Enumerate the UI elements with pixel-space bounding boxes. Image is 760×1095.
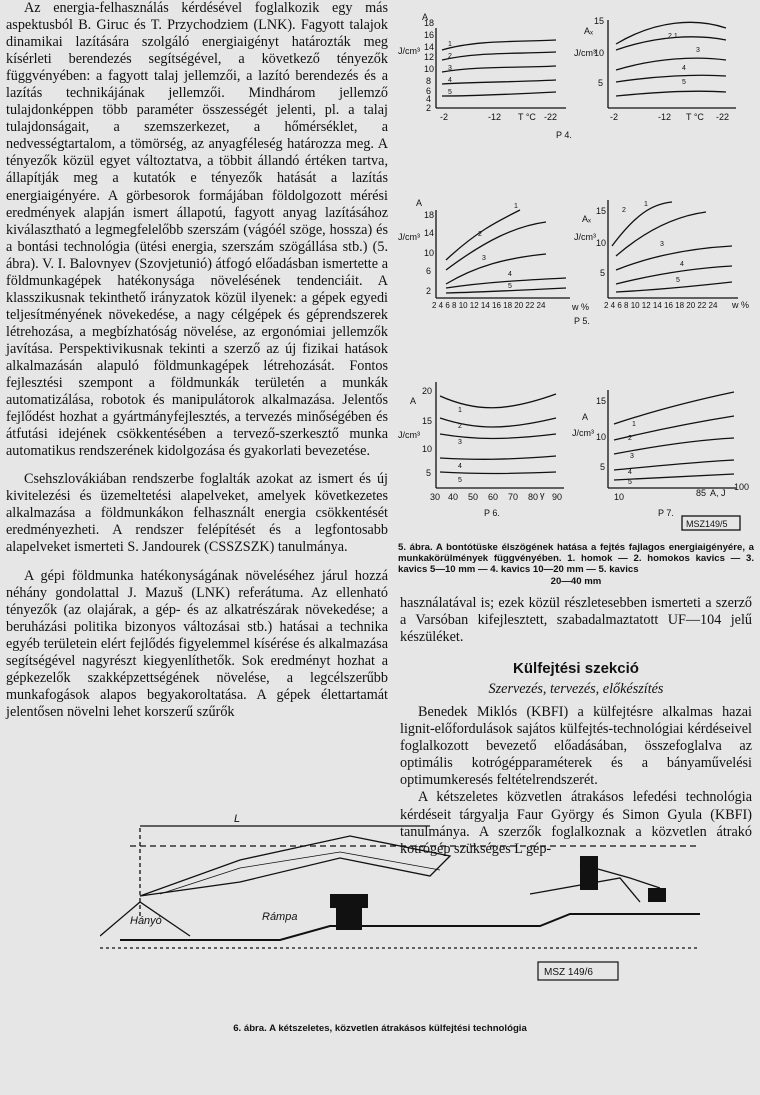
- svg-text:2.1: 2.1: [668, 33, 678, 40]
- paragraph-benedek: Benedek Miklós (KBFI) a külfejtésre alkalmas hazai lignit-előfordulások sajátos külfejtés-technológiai kérdéseivel foglalkozott bevezető előadásában, összefoglalva az optimális kotrógépparaméterek és a bányaművelési optimumkeresés feltételrendszerét.: [400, 704, 752, 789]
- p4-left-ytick: 12: [424, 52, 435, 62]
- p7-ytick: 5: [600, 462, 606, 472]
- p6-xtick: 30: [430, 492, 441, 502]
- p4-left-xtick: -12: [488, 112, 502, 122]
- p5-right-ytick: 15: [596, 206, 607, 216]
- p6-xtick: 90: [552, 492, 563, 502]
- p4-left-curve-5: [442, 92, 556, 96]
- p5-left-axes: [436, 210, 570, 298]
- paragraph-czechoslovakia: Csehszlovákiában rendszerbe foglalták azokat az ismert és új kivitelezési és üzemeltetési alapelveket, amelyek következetes alkalmazása a földmunkákon felhasznált energia csökkentését eredményezheti. A rendszer felépítését és a legfontosabb alapelveket ismerteti S. Jandourek (CSSZSZK) tanulmánya.: [6, 471, 388, 556]
- subsection-title: Szervezés, tervezés, előkészítés: [488, 681, 664, 698]
- p7-ylabel: A: [582, 412, 589, 422]
- bench-profile: [120, 914, 700, 940]
- p5-left-ytick: 18: [424, 210, 435, 220]
- p6-xtick: 50: [468, 492, 479, 502]
- p5-left-curve-5: [446, 288, 566, 293]
- label-hanyo: Hányó: [130, 915, 162, 927]
- p5-right-curve-5: [616, 282, 732, 292]
- p4-left-ytick: 6: [426, 86, 432, 96]
- svg-text:3: 3: [448, 65, 452, 72]
- p4-right-xtick: -2: [610, 112, 619, 122]
- p5-right-yunit: J/cm³: [574, 232, 596, 242]
- figure-6-diagram: [100, 798, 755, 1023]
- svg-text:4: 4: [628, 469, 632, 476]
- svg-text:5: 5: [676, 277, 680, 284]
- p5-right-ytick: 10: [596, 238, 607, 248]
- p6-xtick: 70: [508, 492, 519, 502]
- figure-5-caption-line: 5. ábra. A bontótüske élszögének hatása a fejtés fajlagos energiaigényére, a munkakörülmények függvényében. 1. homok — 2. homokos kavics — 3. kavics 5—10 mm — 4. kavics 10—20 mm — 5. kavics: [398, 542, 754, 576]
- paragraph-continuation: használatával is; ezek közül részletesebben ismerteti a szerző a Varsóban kifejlesztett, szabadalmaztatott UF—104 jelű készüléket.: [400, 595, 752, 646]
- p4-right-ytick: 15: [594, 16, 605, 26]
- bridge-tower: [336, 908, 362, 930]
- p5-left-ylabel: A: [416, 198, 423, 208]
- p5-right-curve-4: [616, 266, 732, 284]
- p4-right-xtick: -22: [716, 112, 730, 122]
- p4-left-xtick: -22: [544, 112, 558, 122]
- p4-right-xtick: -12: [658, 112, 672, 122]
- p4-left-ytick: 16: [424, 30, 435, 40]
- svg-text:4: 4: [680, 261, 684, 268]
- p6-curve-5: [440, 472, 556, 474]
- svg-text:2: 2: [458, 423, 462, 430]
- p6-xtick: 40: [448, 492, 459, 502]
- p5-right-curve-3: [616, 246, 732, 270]
- p4-left-yunit: J/cm³: [398, 46, 420, 56]
- p7-curve-3: [614, 438, 734, 454]
- p5-right-ytick: 5: [600, 268, 606, 278]
- overburden-conveyor-bridge: [140, 836, 450, 896]
- section-title: Külfejtési szekció: [513, 660, 639, 678]
- excavator-body: [580, 856, 598, 890]
- p4-right-curve-3: [616, 58, 726, 70]
- p5-left-ytick: 2: [426, 286, 432, 296]
- p6-ytick: 15: [422, 416, 433, 426]
- p4-left-ytick: 10: [424, 64, 435, 74]
- p7-xmax: 100: [734, 482, 750, 492]
- p5-left-yunit: J/cm³: [398, 232, 420, 242]
- p4-left-ytick: 18: [424, 18, 435, 28]
- p4-left-curve-1: [442, 40, 556, 50]
- p6-xtick: 60: [488, 492, 499, 502]
- svg-text:2: 2: [478, 231, 482, 238]
- p5-left-ytick: 14: [424, 228, 435, 238]
- svg-text:1: 1: [448, 41, 452, 48]
- svg-text:2: 2: [628, 435, 632, 442]
- p6-ytick: 20: [422, 386, 433, 396]
- p5-left-curve-1: [446, 210, 520, 260]
- p5-right-xunit: w %: [732, 300, 750, 310]
- p7-xtick: 85: [696, 488, 707, 498]
- svg-text:5: 5: [682, 79, 686, 86]
- p4-right-yunit: J/cm³: [574, 48, 596, 58]
- excavator-bucket: [648, 888, 666, 902]
- p6-curve-3: [440, 434, 556, 439]
- p7-xtick: 10: [614, 492, 625, 502]
- p7-curve-2: [614, 416, 734, 440]
- paragraph-mazus: A gépi földmunka hatékonyságának növeléséhez járul hozzá néhány gondolattal J. Mazuš (LNK) referátuma. Az ellenható tényezők (az olajárak, a gép- és az alkatrészárak növekedése; a beruházási politika bizonyos változásai stb.) hatásai a technika egyéb területein elért fejlődés figyelemmel kísérése és alkalmazása segítségével nagyrészt kiegyenlíthetők. Sok eredményt hozhat a gépkezelők szakképzettségének növelése, a legcélszerűbb munkafogások alapos begyakoroltatása. A gépek élettartamát jelentősen növelni lehet korszerű szűrők: [6, 567, 388, 720]
- panel-label-p7: P 7.: [658, 508, 674, 518]
- svg-text:1: 1: [514, 203, 518, 210]
- figure-6-svg: [100, 798, 755, 1023]
- svg-text:4: 4: [508, 271, 512, 278]
- p7-xunit: A, J: [710, 488, 726, 498]
- svg-text:4: 4: [448, 77, 452, 84]
- panel-label-p6: P 6.: [484, 508, 500, 518]
- label-L: L: [234, 813, 241, 825]
- p7-curve-5: [614, 474, 734, 480]
- p5-left-curve-4: [446, 278, 566, 288]
- p4-left-xtick: -2: [440, 112, 449, 122]
- svg-text:3: 3: [660, 241, 664, 248]
- svg-text:3: 3: [482, 255, 486, 262]
- p5-right-ylabel: Aₓ: [582, 214, 591, 224]
- p7-ytick: 10: [596, 432, 607, 442]
- figure-6-stamp: MSZ 149/6: [544, 967, 593, 978]
- p6-ytick: 10: [422, 444, 433, 454]
- svg-text:5: 5: [448, 89, 452, 96]
- paragraph-faur: A kétszeletes közvetlen átrakásos lefedési technológia kérdéseit tárgyalja Faur György és Simon Gyula (KBFI) tanulmánya. A szerzők foglalkoznak a közvetlen átrakó kotrógép szükséges L gép-: [400, 789, 752, 857]
- label-rampa: Rámpa: [262, 911, 298, 923]
- p6-ylabel: A: [410, 396, 417, 406]
- p4-right-curve-4: [616, 75, 726, 82]
- p6-ytick: 5: [426, 468, 432, 478]
- p4-right-xunit: T °C: [686, 112, 704, 122]
- figure-5-charts: [396, 0, 756, 545]
- p5-left-ytick: 10: [424, 248, 435, 258]
- svg-text:1: 1: [458, 407, 462, 414]
- p6-curve-1: [440, 394, 556, 408]
- figure-6-caption: 6. ábra. A kétszeletes, közvetlen átrakásos külfejtési technológia: [233, 1023, 527, 1034]
- p6-yunit: J/cm³: [398, 430, 420, 440]
- bridge-tower-top: [330, 894, 368, 908]
- p4-left-curve-2: [442, 52, 556, 60]
- p7-yunit: J/cm³: [572, 428, 594, 438]
- p7-ytick: 15: [596, 396, 607, 406]
- p4-right-curve-5: [616, 91, 726, 96]
- p4-right-ytick: 5: [598, 78, 604, 88]
- p4-left-ytick: 14: [424, 42, 435, 52]
- svg-text:4: 4: [458, 463, 462, 470]
- svg-text:3: 3: [458, 439, 462, 446]
- svg-text:2: 2: [622, 207, 626, 214]
- p5-left-xunit: w %: [572, 302, 590, 312]
- p4-left-xunit: T °C: [518, 112, 536, 122]
- p4-left-ylabel: A: [422, 12, 429, 22]
- p6-xtick: 80: [528, 492, 539, 502]
- p6-xunit: γ: [540, 490, 545, 500]
- p5-left-xticks: 2 4 6 8 10 12 14 16 18 20 22 24: [432, 301, 546, 310]
- panel-label-p4: P 4.: [556, 130, 572, 140]
- p4-right-ylabel: Aₓ: [584, 26, 593, 36]
- paragraph-energy: Az energia-felhasználás kérdésével foglalkozik egy más aspektusból B. Giruc és T. Przychodziem (LNK). Fagyott talajok dinamikai lazítására szolgáló energiaigényt határozták meg kísérleti berendezés segítségével, a következő tényezők függvényében: a fagyott talaj jellemzői, a lazító berendezés és a lazítás technikájának jellemzői. Mindhárom jellemző tulajdonképpen több paraméter összességét jelenti, pl. a talaj tulajdonságait, a szemszerkezet, a hőmérséklet, a nedvességtartalom, a tömörség, az anyagféleség határozza meg. A tényezők közül egyet változtatva, a többit állandó értéken tartva, állapítják meg a kutatók e tényezők hatását a lazítás energiaigényére. A görbesorok formájában földolgozott mérési eredmények alapján ismert állapotú, fagyott anyag lazításához kiválasztható a legmegfelelőbb szerszám (vágóél szöge, hossza) és a bontási technológia (ütési energia, szerszám szögállása stb.) (5. ábra). V. I. Balovnyev (Szovjetunió) átfogó előadásban ismertette a földmunkagépek hatékonysága növelésének tendenciáit. A klasszikusnak tekinthető irányzatok közül ilyenek: a gépek egyedi teljesítményének növekedése, a nagy célgépek és géprendszerek létrehozása, a megbízhatóság növelése, az ergonómiai jellemzők javítása. Perspektivikusnak tekinti a szerző az új fizikai hatások alkalmazásán alapuló földmunkagépek létrehozását. Fontos fejlesztési szempont a földmunkák területén a munkák automatizálása, robotok és manipulátorok alkalmazása. Jelentős fejlődést hozhat a gyártmányfejlesztés, a tervezés minőségében és átfutási idejének csökkentésében a tervező-szerkesztő munka automatikus rendszerének kidolgozása és gyakorlati bevezetése.: [6, 0, 388, 460]
- p4-left-ytick: 4: [426, 94, 432, 104]
- p6-curve-4: [440, 456, 556, 459]
- p5-right-curve-1: [612, 202, 672, 246]
- svg-text:5: 5: [508, 283, 512, 290]
- figure-5-svg: [396, 0, 756, 545]
- p5-left-ytick: 6: [426, 266, 432, 276]
- panel-label-p5: P 5.: [574, 316, 590, 326]
- p4-left-ytick: 2: [426, 103, 432, 113]
- p4-left-curve-4: [442, 80, 556, 84]
- svg-text:4: 4: [682, 65, 686, 72]
- curve-number-labels: [448, 33, 700, 486]
- p5-right-xticks: 2 4 6 8 10 12 14 16 18 20 22 24: [604, 301, 718, 310]
- svg-text:1: 1: [632, 421, 636, 428]
- figure-5-stamp: MSZ149/5: [686, 519, 728, 529]
- p4-left-ytick: 8: [426, 76, 432, 86]
- figure-5-caption: [398, 542, 754, 587]
- p4-right-ytick: 10: [594, 48, 605, 58]
- left-column: [6, 0, 388, 721]
- svg-text:5: 5: [458, 477, 462, 484]
- figure-5-caption-line: 20—40 mm: [550, 575, 602, 587]
- svg-text:5: 5: [628, 479, 632, 486]
- svg-text:2: 2: [448, 53, 452, 60]
- svg-text:3: 3: [630, 453, 634, 460]
- svg-text:1: 1: [644, 201, 648, 208]
- p7-curve-4: [614, 460, 734, 470]
- svg-text:3: 3: [696, 47, 700, 54]
- p4-left-curve-3: [442, 66, 556, 72]
